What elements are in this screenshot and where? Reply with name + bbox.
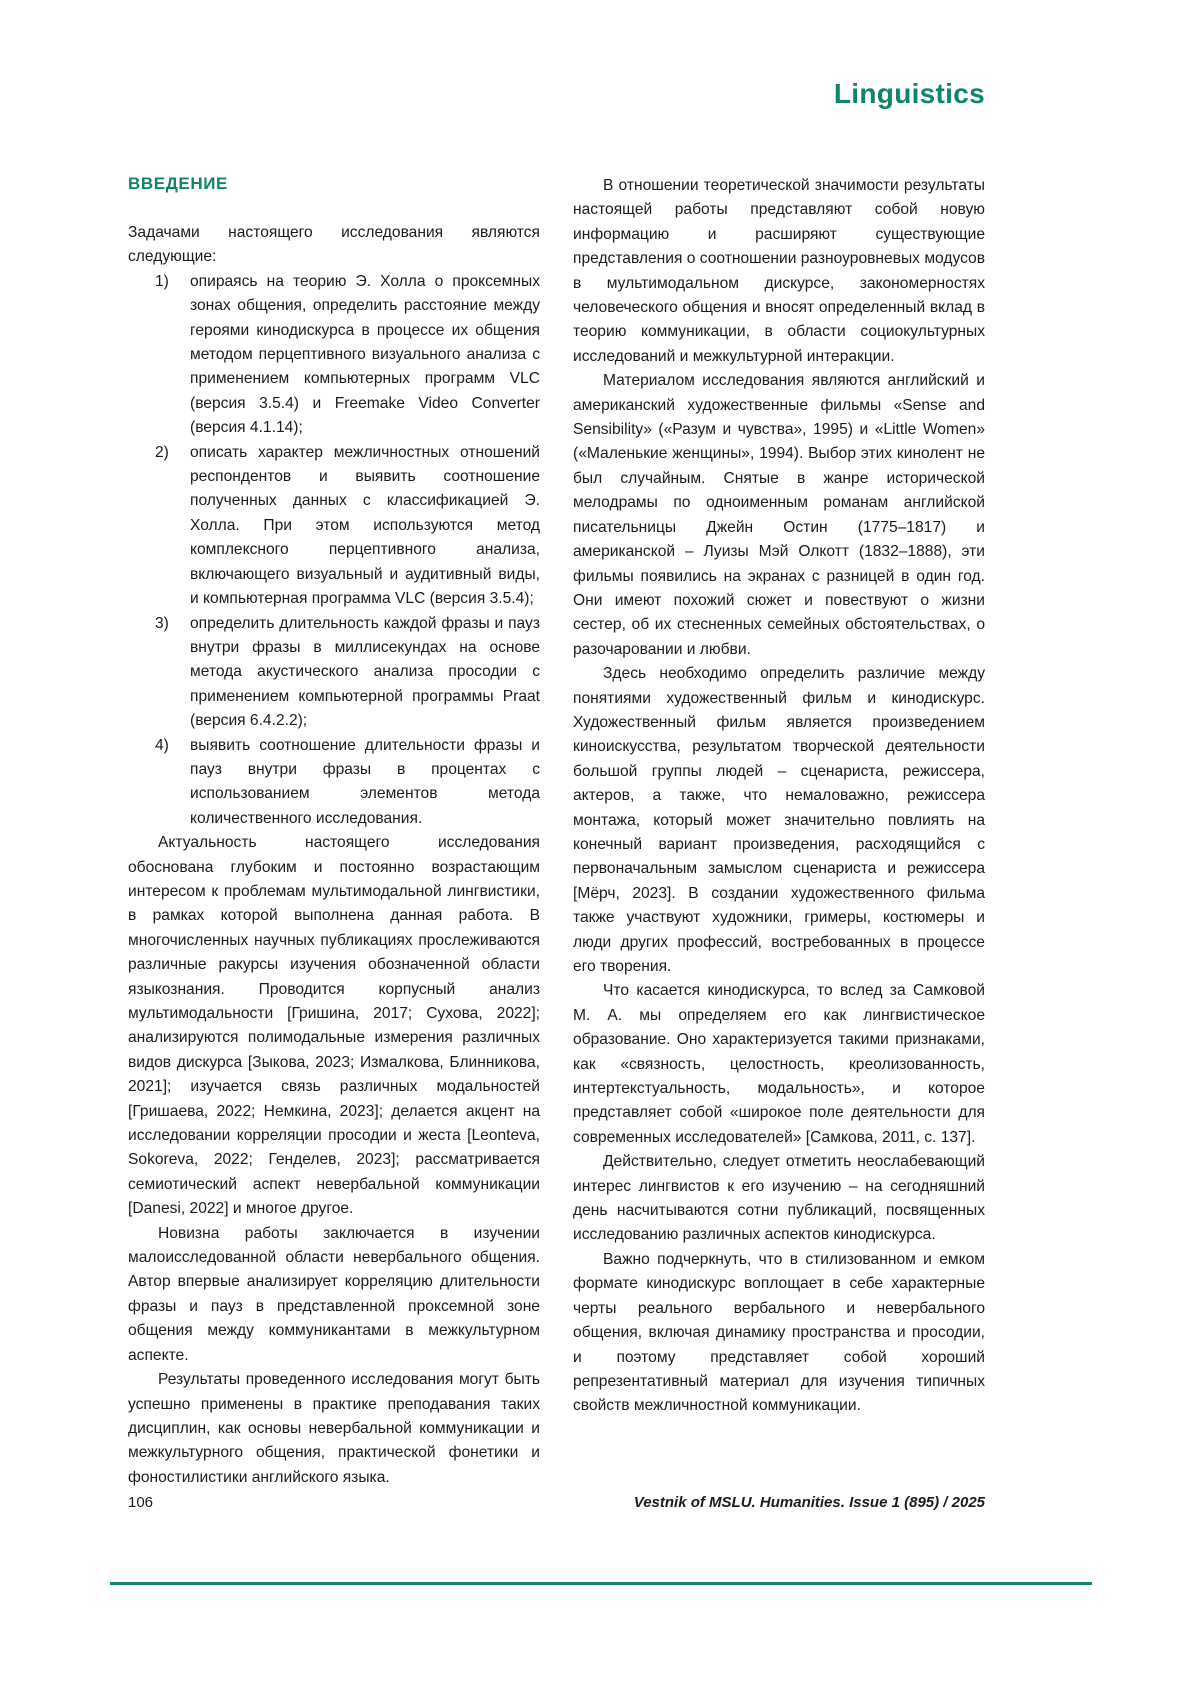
section-label: Linguistics: [833, 78, 985, 109]
paragraph: Здесь необходимо определить различие между понятиями художественный фильм и кинодискурс. Художественный фильм является произведением киноискусства, результатом творческой деятельности большой группы людей – сценариста, режиссера, актеров, а также, что немаловажно, режиссера монтажа, который может значительно повлиять на конечный вариант произведения, расходящийся с первоначальным замыслом сценариста и режиссера [Мёрч, 2023]. В создании художественного фильма также участвуют художники, гримеры, костюмеры и люди других профессий, востребованных в процессе его творения.: [573, 665, 985, 975]
paragraph: Результаты проведенного исследования могут быть успешно применены в практике преподавания таких дисциплин, как основы невербальной коммуникации и межкультурного общения, практической фонетики и фоностилистики английского языка.: [128, 1371, 540, 1486]
list-item: [128, 612, 540, 734]
list-item: [128, 441, 540, 612]
page-footer: [128, 1494, 985, 1511]
list-item-text: описать характер межличностных отношений респондентов и выявить соотношение полученных данных с классификацией Э. Холла. При этом используются метод комплексного перцептивного анализа, включающего визуальный и аудитивный виды, и компьютерная программа VLC (версия 3.5.4);: [190, 443, 540, 608]
list-item-number: 3): [155, 614, 169, 632]
paragraph: Важно подчеркнуть, что в стилизованном и емком формате кинодискурс воплощает в себе характерные черты реального вербального и невербального общения, включая динамику пространства и просодии, и поэтому представляет собой хороший репрезентативный материал для изучения типичных свойств межличностной коммуникации.: [573, 1250, 985, 1415]
paragraph: Задачами настоящего исследования являются следующие:: [128, 224, 540, 266]
list-item-text: выявить соотношение длительности фразы и пауз внутри фразы в процентах с использованием элементов метода количественного исследования.: [190, 736, 540, 827]
bottom-rule: [110, 1582, 1092, 1585]
paragraph: Что касается кинодискурса, то вслед за Самковой М. А. мы определяем его как лингвистическое образование. Оно характеризуется такими признаками, как «связность, целостность, креолизованность, интертекстуальность, модальность», и которое представляет собой «широкое поле деятельности для современных исследователей» [Самкова, 2011, с. 137].: [573, 982, 985, 1146]
right-column-content: [573, 174, 985, 1419]
text-columns: [128, 174, 985, 1490]
paragraph: Актуальность настоящего исследования обоснована глубоким и постоянно возрастающим интересом к проблемам мультимодальной лингвистики, в рамках которой выполнена данная работа. В многочисленных научных публикациях прослеживаются различные ракурсы изучения обозначенной области языкознания. Проводится корпусный анализ мультимодальности [Гришина, 2017; Сухова, 2022]; анализируются полимодальные измерения различных видов дискурса [Зыкова, 2023; Измалкова, Блинникова, 2021]; изучается связь различных модальностей [Гришаева, 2022; Немкина, 2023]; делается акцент на исследовании корреляции просодии и жеста [Leonteva, Sokoreva, 2022; Генделев, 2023]; рассматривается семиотический аспект невербальной коммуникации [Danesi, 2022] и многое другое.: [128, 834, 540, 1218]
introduction-heading: ВВЕДЕНИЕ: [128, 174, 228, 193]
list-item-number: 1): [155, 272, 169, 290]
paragraph: Новизна работы заключается в изучении малоисследованной области невербального общения. Автор впервые анализирует корреляцию длительности фразы и пауз в представленной проксемной зоне общения между коммуникантами в межкультурном аспекте.: [128, 1224, 540, 1364]
list-item-number: 4): [155, 736, 169, 754]
journal-info: Vestnik of MSLU. Humanities. Issue 1 (895) / 2025: [633, 1494, 985, 1511]
list-item-text: определить длительность каждой фразы и пауз внутри фразы в миллисекундах на основе метода акустического анализа просодии с применением компьютерной программы Praat (версия 6.4.2.2);: [190, 614, 540, 730]
paragraph: Материалом исследования являются английский и американский художественные фильмы «Sense and Sensibility» («Разум и чувства», 1995) и «Little Women» («Маленькие женщины», 1994). Выбор этих кинолент не был случайным. Снятые в жанре исторической мелодрамы по одноименным романам английской писательницы Джейн Остин (1775–1817) и американской – Луизы Мэй Олкотт (1832–1888), эти фильмы появились на экранах с разницей в один год. Они имеют похожий сюжет и повествуют о жизни сестер, об их стесненных семейных обстоятельствах, о разочаровании и любви.: [573, 372, 985, 658]
paragraph: Действительно, следует отметить неослабевающий интерес лингвистов к его изучению – на сегодняшний день насчитываются сотни публикаций, посвященных исследованию различных аспектов кинодискурса.: [573, 1153, 985, 1244]
list-item: [128, 734, 540, 832]
list-item: [128, 270, 540, 441]
paragraph: В отношении теоретической значимости результаты настоящей работы представляют собой новую информацию и расширяют существующие представления о соотношении разноуровневых модусов в мультимодальном дискурсе, закономерностях человеческого общения и вносят определенный вклад в теорию коммуникации, в области социокультурных исследований и межкультурной интеракции.: [573, 177, 986, 365]
left-column-content: [128, 221, 540, 1490]
list-item-number: 2): [155, 443, 169, 461]
column-right: [573, 174, 985, 1419]
page-number: 106: [128, 1494, 154, 1511]
list-item-text: опираясь на теорию Э. Холла о проксемных зонах общения, определить расстояние между героями кинодискурса в процессе их общения методом перцептивного визуального анализа с применением компьютерных программ VLC (версия 3.5.4) и Freemake Video Converter (версия 4.1.14);: [190, 272, 540, 437]
column-left: [128, 174, 540, 1490]
